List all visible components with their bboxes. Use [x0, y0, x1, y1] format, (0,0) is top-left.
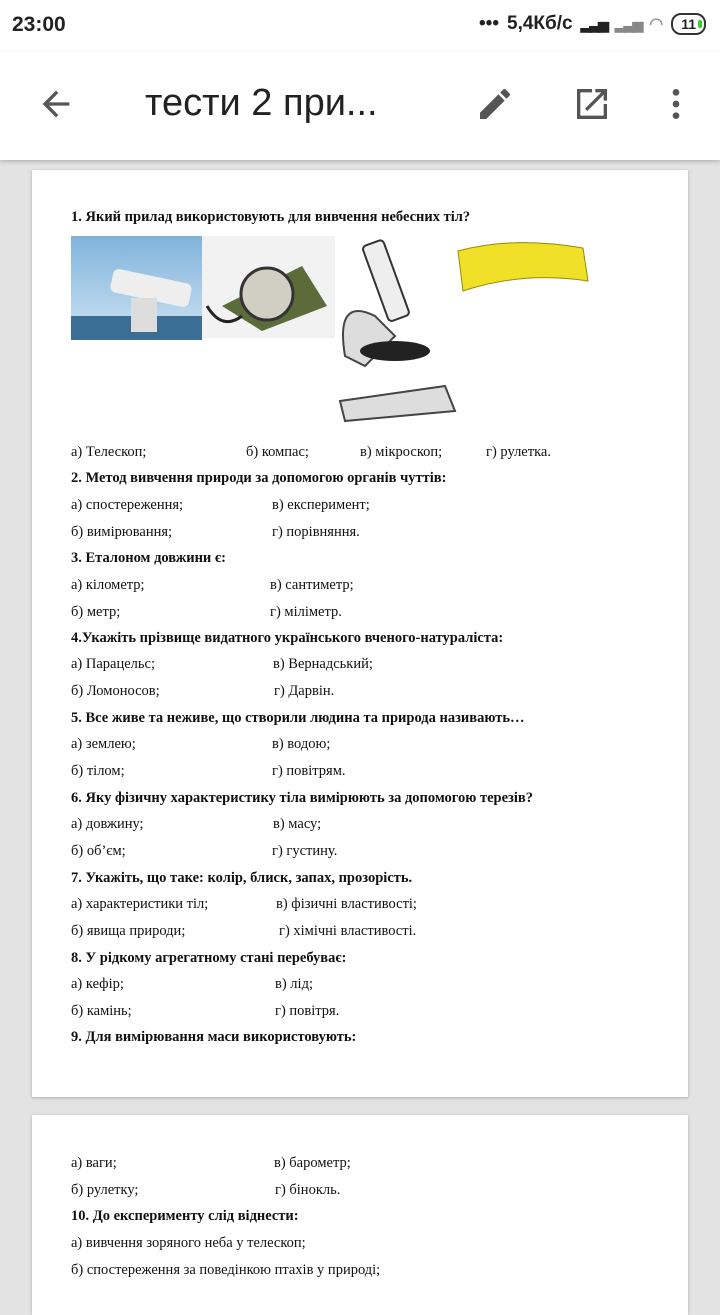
- answer-option: а) кефір;: [71, 976, 124, 992]
- answer-option: б) об’єм;: [71, 843, 126, 859]
- question-1: 1. Який прилад використовують для вивчення небесних тіл?: [71, 209, 471, 225]
- answer-option: г) хімічні властивості.: [279, 923, 417, 939]
- open-external-icon[interactable]: [572, 84, 612, 124]
- answer-option: г) повітря.: [275, 1003, 340, 1019]
- answer-option: г) порівняння.: [272, 524, 360, 540]
- compass-image: [202, 236, 335, 338]
- question-8: 8. У рідкому агрегатному стані перебуває:: [71, 950, 347, 966]
- question-4: 4.Укажіть прізвище видатного українського вченого-натураліста:: [71, 630, 504, 646]
- tape-measure-image: [453, 236, 590, 296]
- answer-option: б) метр;: [71, 604, 121, 620]
- answer-option: в) фізичні властивості;: [276, 896, 417, 912]
- answer-option: в) лід;: [275, 976, 313, 992]
- answer-option: б) тілом;: [71, 763, 125, 779]
- answer-option: г) густину.: [272, 843, 338, 859]
- answer-option: а) довжину;: [71, 816, 144, 832]
- notification-dots: •••: [479, 13, 499, 34]
- microscope-image: [335, 236, 458, 425]
- question-6: 6. Яку фізичну характеристику тіла вимірюють за допомогою терезів?: [71, 790, 533, 806]
- question-7: 7. Укажіть, що таке: колір, блиск, запах, прозорість.: [71, 870, 413, 886]
- answer-option: в) водою;: [272, 736, 331, 752]
- wifi-icon: ◠: [649, 16, 664, 33]
- battery-icon: 11: [671, 13, 706, 35]
- question-2: 2. Метод вивчення природи за допомогою органів чуттів:: [71, 470, 447, 486]
- document-title: тести 2 при...: [145, 82, 378, 124]
- signal-icon-2: ▂▃▅: [614, 15, 642, 32]
- edit-pencil-icon[interactable]: [475, 84, 515, 124]
- answer-option: г) міліметр.: [270, 604, 342, 620]
- answer-option: в) сантиметр;: [270, 577, 354, 593]
- network-speed: 5,4Кб/с: [507, 13, 573, 34]
- answer-option: в) барометр;: [274, 1155, 351, 1171]
- answer-option: г) повітрям.: [272, 763, 346, 779]
- question-3: 3. Еталоном довжини є:: [71, 550, 226, 566]
- answer-option: а) кілометр;: [71, 577, 145, 593]
- answer-option: а) вивчення зоряного неба у телескоп;: [71, 1235, 306, 1251]
- answer-option: в) експеримент;: [272, 497, 370, 513]
- answer-option: а) землею;: [71, 736, 136, 752]
- more-options-icon[interactable]: [656, 84, 696, 124]
- answer-option: в) Вернадський;: [273, 656, 373, 672]
- answer-option: г) рулетка.: [486, 444, 551, 460]
- answer-option: б) Ломоносов;: [71, 683, 160, 699]
- clock: 23:00: [12, 13, 66, 36]
- answer-option: б) вимірювання;: [71, 524, 173, 540]
- answer-option: г) бінокль.: [275, 1182, 341, 1198]
- status-bar: [0, 0, 720, 52]
- back-arrow-icon[interactable]: [36, 84, 76, 124]
- answer-option: б) явища природи;: [71, 923, 186, 939]
- answer-option: а) Телескоп;: [71, 444, 147, 460]
- answer-option: в) мікроскоп;: [360, 444, 443, 460]
- answer-option: г) Дарвін.: [274, 683, 335, 699]
- telescope-image: [71, 236, 202, 340]
- question-9: 9. Для вимірювання маси використовують:: [71, 1029, 357, 1045]
- answer-option: б) спостереження за поведінкою птахів у природі;: [71, 1262, 381, 1278]
- answer-option: а) Парацельс;: [71, 656, 155, 672]
- answer-option: б) компас;: [246, 444, 309, 460]
- signal-icon: ▂▃▅: [580, 15, 607, 32]
- answer-option: а) ваги;: [71, 1155, 117, 1171]
- question-10: 10. До експерименту слід віднести:: [71, 1208, 299, 1224]
- app-bar: [0, 52, 720, 160]
- answer-option: в) масу;: [273, 816, 322, 832]
- answer-option: а) характеристики тіл;: [71, 896, 209, 912]
- answer-option: б) рулетку;: [71, 1182, 139, 1198]
- answer-option: а) спостереження;: [71, 497, 184, 513]
- question-5: 5. Все живе та неживе, що створили людина та природа називають…: [71, 710, 525, 726]
- answer-option: б) камінь;: [71, 1003, 132, 1019]
